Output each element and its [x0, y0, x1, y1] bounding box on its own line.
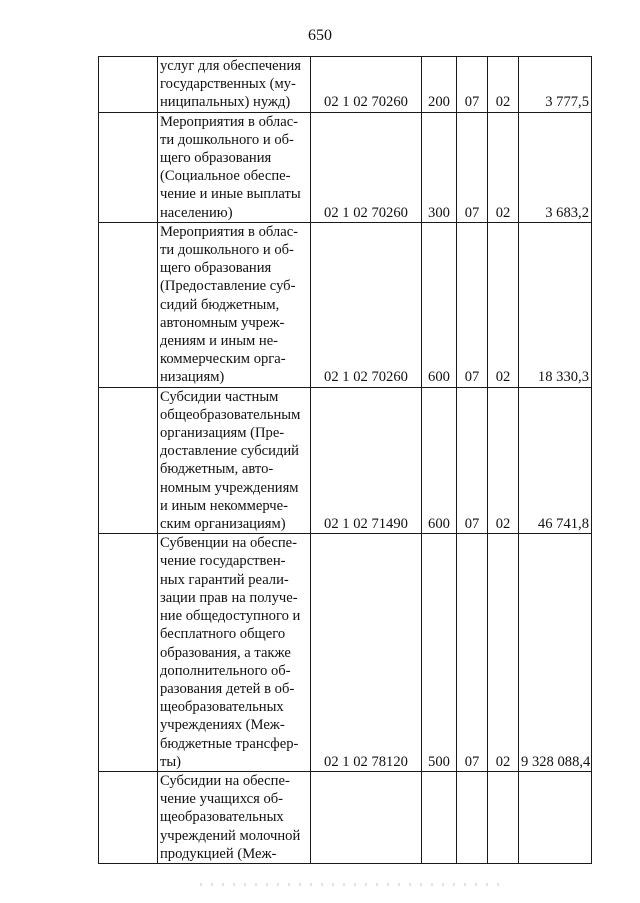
item-name-cell	[158, 222, 311, 387]
expense-type-cell: 600	[422, 387, 457, 534]
item-name-line: населению)	[160, 204, 233, 221]
item-name-line: Субвенции на обеспе-	[160, 535, 298, 552]
target-code-cell: 02 1 02 70260	[311, 57, 422, 113]
item-name-line: чение учащихся об-	[160, 791, 284, 808]
item-name-line: щего образования	[160, 150, 272, 167]
subsection-cell: 02	[488, 57, 519, 113]
table-row	[99, 771, 592, 863]
amount-cell: 3 683,2	[519, 112, 592, 222]
amount-cell: 3 777,5	[519, 57, 592, 113]
blank-cell	[99, 771, 158, 863]
subsection-cell: 02	[488, 112, 519, 222]
section-cell: 07	[457, 112, 488, 222]
table-row	[99, 112, 592, 222]
item-name-cell	[158, 112, 311, 222]
item-name-line: ти дошкольного и об-	[160, 242, 294, 259]
target-code-cell: 02 1 02 78120	[311, 534, 422, 772]
expense-type-cell: 600	[422, 222, 457, 387]
blank-cell	[99, 112, 158, 222]
item-name-line: щеобразовательных	[160, 809, 284, 826]
table-body	[99, 57, 592, 864]
item-name-line: и иным некоммерче-	[160, 497, 288, 514]
item-name-line: чение государствен-	[160, 553, 286, 570]
item-name-line: доставление субсидий	[160, 443, 299, 460]
item-name-line: ных гарантий реали-	[160, 571, 289, 588]
target-code-cell: 02 1 02 70260	[311, 222, 422, 387]
item-name-line: продукцией (Меж-	[160, 845, 277, 862]
item-name-line: (Социальное обеспе-	[160, 168, 291, 185]
item-name-line: низациям)	[160, 369, 225, 386]
item-name-line: бюджетным, авто-	[160, 461, 274, 478]
blank-cell	[99, 222, 158, 387]
section-cell: 07	[457, 57, 488, 113]
item-name-line: бесплатного общего	[160, 626, 286, 643]
subsection-cell: 02	[488, 534, 519, 772]
item-name-line: Мероприятия в облас-	[160, 113, 299, 130]
amount-cell: 46 741,8	[519, 387, 592, 534]
item-name-line: щеобразовательных	[160, 699, 284, 716]
item-name-line: ты)	[160, 753, 182, 770]
item-name-line: услуг для обеспечения	[160, 58, 301, 74]
target-code-cell: 02 1 02 71490	[311, 387, 422, 534]
page-number: 650	[308, 27, 332, 44]
item-name-line: номным учреждениям	[160, 479, 299, 496]
subsection-cell: 02	[488, 222, 519, 387]
expense-type-cell	[422, 771, 457, 863]
subsection-cell	[488, 771, 519, 863]
item-name-line: щего образования	[160, 260, 272, 277]
target-code-cell	[311, 771, 422, 863]
item-name-line: (Предоставление суб-	[160, 278, 296, 295]
item-name-line: общеобразовательным	[160, 406, 301, 423]
item-name-line: автономным учреж-	[160, 314, 285, 331]
item-name-line: чение и иные выплаты	[160, 186, 301, 203]
item-name-line: учреждениях (Меж-	[160, 717, 285, 734]
amount-cell	[519, 771, 592, 863]
amount-cell: 18 330,3	[519, 222, 592, 387]
item-name-line: разования детей в об-	[160, 680, 295, 697]
amount-cell: 9 328 088,4	[519, 534, 592, 772]
item-name-cell	[158, 387, 311, 534]
subsection-cell: 02	[488, 387, 519, 534]
target-code-cell: 02 1 02 70260	[311, 112, 422, 222]
item-name-line: дениям и иным не-	[160, 333, 279, 350]
item-name-line: зации прав на получе-	[160, 589, 298, 606]
item-name-line: ниципальных) нужд)	[160, 94, 291, 111]
item-name-line: Субсидии частным	[160, 388, 279, 405]
item-name-line: ским организациям)	[160, 516, 286, 533]
item-name-line: дополнительного об-	[160, 662, 291, 679]
blank-cell	[99, 57, 158, 113]
section-cell	[457, 771, 488, 863]
item-name-line: бюджетные трансфер-	[160, 735, 299, 752]
item-name-line: ти дошкольного и об-	[160, 131, 294, 148]
item-name-line: сидий бюджетным,	[160, 296, 280, 313]
item-name-line: ние общедоступного и	[160, 608, 301, 625]
section-cell: 07	[457, 222, 488, 387]
expense-type-cell: 200	[422, 57, 457, 113]
item-name-line: государственных (му-	[160, 76, 296, 93]
blank-cell	[99, 534, 158, 772]
item-name-line: организациям (Пре-	[160, 425, 285, 442]
item-name-line: учреждений молочной	[160, 827, 301, 844]
blank-cell	[99, 387, 158, 534]
table-row	[99, 222, 592, 387]
item-name-cell	[158, 534, 311, 772]
scan-noise-decoration	[200, 883, 500, 886]
budget-table	[98, 56, 592, 864]
table-row	[99, 387, 592, 534]
item-name-line: Мероприятия в облас-	[160, 223, 299, 240]
expense-type-cell: 300	[422, 112, 457, 222]
table-row	[99, 57, 592, 113]
item-name-line: образования, а также	[160, 644, 291, 661]
item-name-cell	[158, 57, 311, 113]
section-cell: 07	[457, 387, 488, 534]
item-name-cell	[158, 771, 311, 863]
item-name-line: Субсидии на обеспе-	[160, 772, 290, 789]
table-row	[99, 534, 592, 772]
item-name-line: коммерческим орга-	[160, 351, 286, 368]
section-cell: 07	[457, 534, 488, 772]
expense-type-cell: 500	[422, 534, 457, 772]
